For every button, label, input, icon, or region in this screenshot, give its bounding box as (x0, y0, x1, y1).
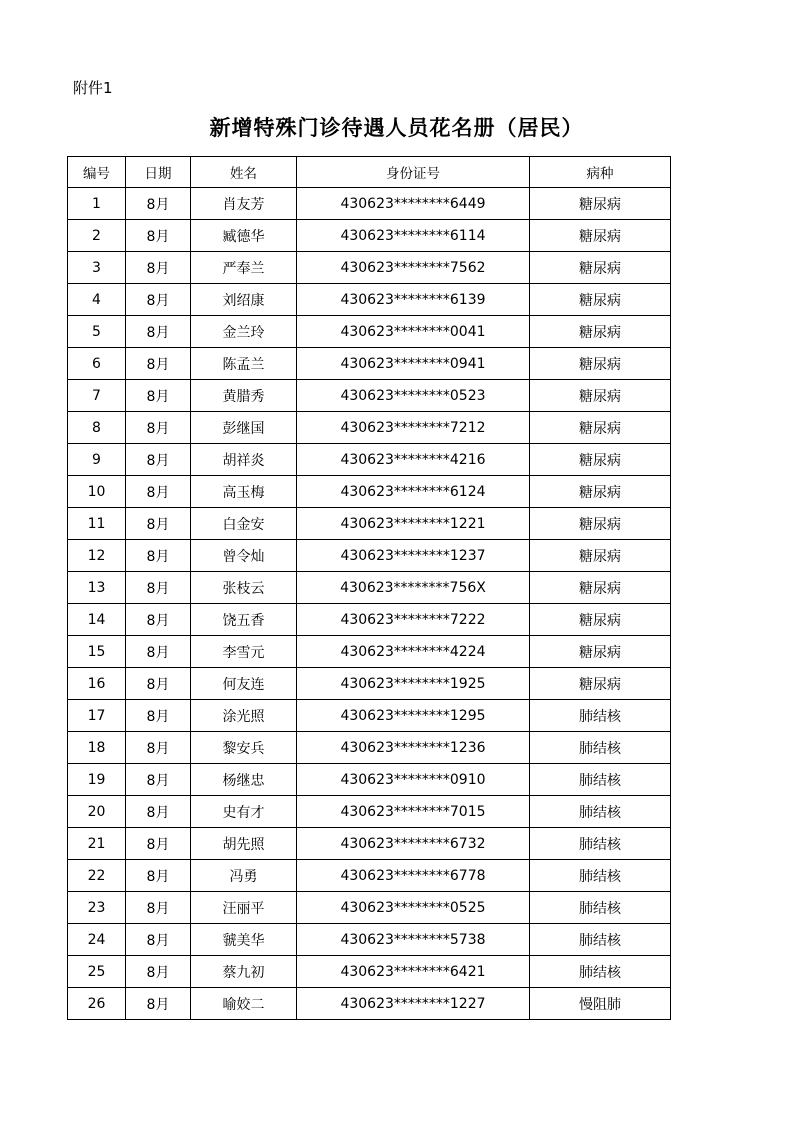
cell-name: 胡先照 (191, 828, 297, 860)
table-row (68, 828, 671, 860)
table-row (68, 604, 671, 636)
cell-disease: 肺结核 (530, 956, 671, 988)
table-row (68, 252, 671, 284)
header-name: 姓名 (191, 157, 297, 188)
cell-name: 肖友芳 (191, 188, 297, 220)
cell-number: 19 (68, 764, 126, 796)
cell-number: 13 (68, 572, 126, 604)
cell-name: 严奉兰 (191, 252, 297, 284)
table-row (68, 348, 671, 380)
cell-disease: 糖尿病 (530, 540, 671, 572)
cell-id-number: 430623********1925 (297, 668, 530, 700)
cell-number: 20 (68, 796, 126, 828)
header-disease: 病种 (530, 157, 671, 188)
cell-date: 8月 (126, 508, 191, 540)
table-row (68, 284, 671, 316)
table-row (68, 636, 671, 668)
cell-number: 10 (68, 476, 126, 508)
cell-number: 9 (68, 444, 126, 476)
cell-name: 涂光照 (191, 700, 297, 732)
cell-name: 高玉梅 (191, 476, 297, 508)
cell-disease: 肺结核 (530, 924, 671, 956)
cell-disease: 糖尿病 (530, 412, 671, 444)
cell-date: 8月 (126, 988, 191, 1020)
cell-name: 彭继国 (191, 412, 297, 444)
header-number: 编号 (68, 157, 126, 188)
cell-disease: 糖尿病 (530, 220, 671, 252)
cell-date: 8月 (126, 796, 191, 828)
table-row (68, 188, 671, 220)
table-row (68, 732, 671, 764)
cell-id-number: 430623********1236 (297, 732, 530, 764)
cell-number: 21 (68, 828, 126, 860)
cell-disease: 糖尿病 (530, 572, 671, 604)
cell-disease: 糖尿病 (530, 444, 671, 476)
cell-date: 8月 (126, 956, 191, 988)
cell-date: 8月 (126, 604, 191, 636)
cell-disease: 肺结核 (530, 796, 671, 828)
cell-id-number: 430623********0910 (297, 764, 530, 796)
cell-name: 曾令灿 (191, 540, 297, 572)
cell-id-number: 430623********6114 (297, 220, 530, 252)
cell-number: 5 (68, 316, 126, 348)
cell-disease: 肺结核 (530, 764, 671, 796)
cell-id-number: 430623********6732 (297, 828, 530, 860)
cell-number: 17 (68, 700, 126, 732)
table-row (68, 316, 671, 348)
cell-id-number: 430623********7212 (297, 412, 530, 444)
cell-name: 金兰玲 (191, 316, 297, 348)
cell-date: 8月 (126, 572, 191, 604)
cell-name: 黎安兵 (191, 732, 297, 764)
table-row (68, 956, 671, 988)
cell-name: 蔡九初 (191, 956, 297, 988)
table-row (68, 700, 671, 732)
cell-name: 虢美华 (191, 924, 297, 956)
cell-number: 16 (68, 668, 126, 700)
header-date: 日期 (126, 157, 191, 188)
cell-number: 1 (68, 188, 126, 220)
cell-name: 刘绍康 (191, 284, 297, 316)
cell-number: 18 (68, 732, 126, 764)
cell-id-number: 430623********0525 (297, 892, 530, 924)
table-row (68, 892, 671, 924)
cell-date: 8月 (126, 220, 191, 252)
cell-id-number: 430623********6139 (297, 284, 530, 316)
cell-date: 8月 (126, 412, 191, 444)
cell-number: 4 (68, 284, 126, 316)
cell-id-number: 430623********5738 (297, 924, 530, 956)
cell-id-number: 430623********1237 (297, 540, 530, 572)
cell-disease: 肺结核 (530, 828, 671, 860)
cell-id-number: 430623********1295 (297, 700, 530, 732)
table-row (68, 796, 671, 828)
table-row (68, 764, 671, 796)
cell-number: 6 (68, 348, 126, 380)
page-title: 新增特殊门诊待遇人员花名册（居民） (209, 115, 584, 140)
cell-name: 杨继忠 (191, 764, 297, 796)
cell-name: 冯勇 (191, 860, 297, 892)
cell-date: 8月 (126, 860, 191, 892)
attachment-label: 附件1 (73, 79, 113, 97)
cell-date: 8月 (126, 252, 191, 284)
cell-date: 8月 (126, 476, 191, 508)
cell-name: 张枝云 (191, 572, 297, 604)
table-row (68, 508, 671, 540)
cell-date: 8月 (126, 732, 191, 764)
cell-disease: 肺结核 (530, 892, 671, 924)
cell-name: 何友连 (191, 668, 297, 700)
cell-disease: 慢阻肺 (530, 988, 671, 1020)
cell-date: 8月 (126, 444, 191, 476)
cell-id-number: 430623********4216 (297, 444, 530, 476)
cell-name: 饶五香 (191, 604, 297, 636)
cell-id-number: 430623********7562 (297, 252, 530, 284)
cell-id-number: 430623********7015 (297, 796, 530, 828)
cell-disease: 糖尿病 (530, 380, 671, 412)
cell-disease: 糖尿病 (530, 668, 671, 700)
cell-date: 8月 (126, 316, 191, 348)
cell-number: 11 (68, 508, 126, 540)
cell-disease: 肺结核 (530, 732, 671, 764)
cell-number: 26 (68, 988, 126, 1020)
cell-id-number: 430623********756X (297, 572, 530, 604)
cell-name: 黄腊秀 (191, 380, 297, 412)
cell-date: 8月 (126, 636, 191, 668)
table-header-row (68, 157, 671, 188)
cell-number: 23 (68, 892, 126, 924)
cell-disease: 肺结核 (530, 700, 671, 732)
cell-number: 25 (68, 956, 126, 988)
roster-table (67, 156, 671, 1020)
cell-name: 汪丽平 (191, 892, 297, 924)
header-id-number: 身份证号 (297, 157, 530, 188)
table-row (68, 924, 671, 956)
table-row (68, 412, 671, 444)
cell-date: 8月 (126, 828, 191, 860)
cell-name: 李雪元 (191, 636, 297, 668)
cell-id-number: 430623********6421 (297, 956, 530, 988)
cell-number: 15 (68, 636, 126, 668)
cell-disease: 糖尿病 (530, 348, 671, 380)
cell-id-number: 430623********7222 (297, 604, 530, 636)
cell-id-number: 430623********0941 (297, 348, 530, 380)
cell-id-number: 430623********1227 (297, 988, 530, 1020)
cell-date: 8月 (126, 924, 191, 956)
table-row (68, 860, 671, 892)
cell-name: 白金安 (191, 508, 297, 540)
cell-number: 7 (68, 380, 126, 412)
cell-id-number: 430623********6449 (297, 188, 530, 220)
cell-disease: 糖尿病 (530, 316, 671, 348)
cell-number: 22 (68, 860, 126, 892)
cell-id-number: 430623********6124 (297, 476, 530, 508)
cell-disease: 肺结核 (530, 860, 671, 892)
table-row (68, 444, 671, 476)
cell-disease: 糖尿病 (530, 252, 671, 284)
cell-id-number: 430623********0523 (297, 380, 530, 412)
cell-number: 12 (68, 540, 126, 572)
cell-disease: 糖尿病 (530, 188, 671, 220)
cell-disease: 糖尿病 (530, 508, 671, 540)
cell-name: 陈孟兰 (191, 348, 297, 380)
cell-number: 24 (68, 924, 126, 956)
cell-name: 喻姣二 (191, 988, 297, 1020)
table-row (68, 476, 671, 508)
cell-date: 8月 (126, 188, 191, 220)
cell-number: 14 (68, 604, 126, 636)
table-row (68, 540, 671, 572)
cell-id-number: 430623********4224 (297, 636, 530, 668)
cell-date: 8月 (126, 764, 191, 796)
cell-disease: 糖尿病 (530, 476, 671, 508)
cell-date: 8月 (126, 700, 191, 732)
table-row (68, 988, 671, 1020)
cell-date: 8月 (126, 540, 191, 572)
cell-name: 史有才 (191, 796, 297, 828)
cell-id-number: 430623********0041 (297, 316, 530, 348)
table-row (68, 668, 671, 700)
cell-date: 8月 (126, 348, 191, 380)
cell-name: 胡祥炎 (191, 444, 297, 476)
cell-name: 臧德华 (191, 220, 297, 252)
cell-number: 3 (68, 252, 126, 284)
cell-date: 8月 (126, 892, 191, 924)
cell-disease: 糖尿病 (530, 636, 671, 668)
cell-disease: 糖尿病 (530, 284, 671, 316)
cell-date: 8月 (126, 284, 191, 316)
table-body (68, 188, 671, 1020)
cell-number: 2 (68, 220, 126, 252)
cell-id-number: 430623********1221 (297, 508, 530, 540)
cell-date: 8月 (126, 380, 191, 412)
table-row (68, 220, 671, 252)
table-row (68, 380, 671, 412)
cell-disease: 糖尿病 (530, 604, 671, 636)
cell-id-number: 430623********6778 (297, 860, 530, 892)
cell-date: 8月 (126, 668, 191, 700)
cell-number: 8 (68, 412, 126, 444)
table-row (68, 572, 671, 604)
